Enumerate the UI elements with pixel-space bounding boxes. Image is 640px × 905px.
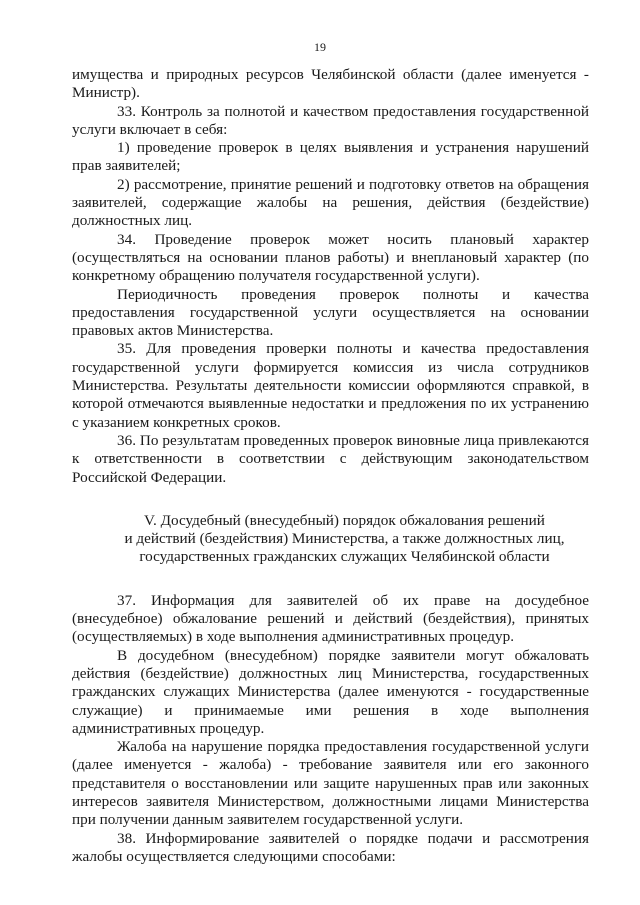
paragraph-periodicity: Периодичность проведения проверок полноты и качества предоставления государственной услуги осуществляется на основании правовых актов Министерства. [72,285,589,340]
paragraph-35: 35. Для проведения проверки полноты и качества предоставления государственной услуги формируется комиссия из числа сотрудников Министерства. Результаты деятельности комиссии оформляются справкой, в которой отмечаются выявленные недостатки и предложения по их устранению с указанием конкретных сроков. [72,340,589,431]
paragraph-34: 34. Проведение проверок может носить плановый характер (осуществляться на основании планов работы) и внеплановый характер (по конкретному обращению получателя государственной услуги). [72,230,589,285]
paragraph-complaint-definition: Жалоба на нарушение порядка предоставления государственной услуги (далее именуется - жалоба) - требование заявителя или его законного представителя о восстановлении или защите нарушенных прав или законных интересов заявителя Министерством, должностными лицами Министерства при получении данным заявителем государственной услуги. [72,738,589,829]
paragraph-33-item-2: 2) рассмотрение, принятие решений и подготовку ответов на обращения заявителей, содержащие жалобы на решения, действия (бездействие) должностных лиц. [72,175,589,230]
paragraph-continuation: имущества и природных ресурсов Челябинской области (далее именуется - Министр). [72,66,589,102]
section-heading-line: и действий (бездействия) Министерства, а также должностных лиц, [124,530,565,548]
paragraph-pretrial-appeal: В досудебном (внесудебном) порядке заявители могут обжаловать действия (бездействие) должностных лиц Министерства, государственных гражданских служащих Министерства (далее именуются - государственные служащие) и принимаемые ими решения в ходе выполнения административных процедур. [72,646,589,737]
paragraph-33: 33. Контроль за полнотой и качеством предоставления государственной услуги включает в себя: [72,102,589,138]
section-heading [72,512,589,567]
section-heading-line: государственных гражданских служащих Челябинской области [139,548,550,566]
page-number: 19 [314,40,326,54]
paragraph-38: 38. Информирование заявителей о порядке подачи и рассмотрения жалобы осуществляется следующими способами: [72,829,589,865]
section-heading-line: V. Досудебный (внесудебный) порядок обжалования решений [144,511,545,529]
paragraph-36: 36. По результатам проведенных проверок виновные лица привлекаются к ответственности в соответствии с действующим законодательством Российской Федерации. [72,431,589,486]
paragraph-33-item-1: 1) проведение проверок в целях выявления и устранения нарушений прав заявителей; [72,139,589,175]
document-body [72,66,589,866]
paragraph-37: 37. Информация для заявителей об их праве на досудебное (внесудебное) обжалование решений и действий (бездействия), принятых (осуществляемых) в ходе выполнения административных процедур. [72,591,589,646]
